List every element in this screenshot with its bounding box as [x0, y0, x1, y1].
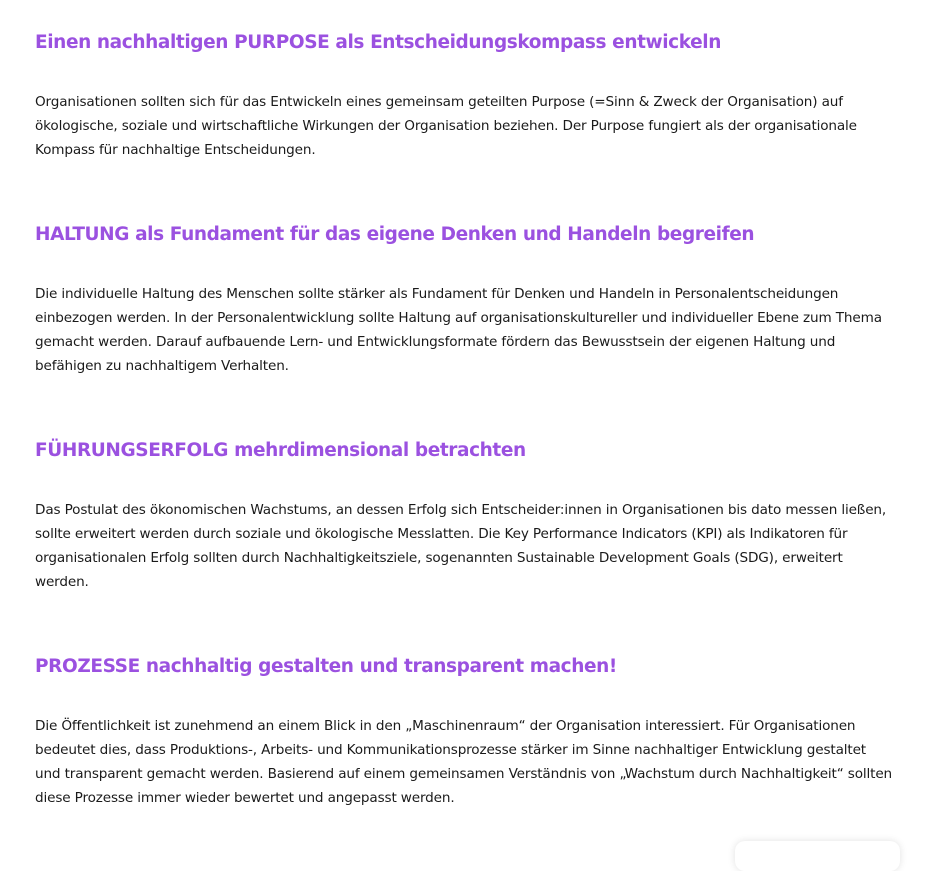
- section-body-purpose: Organisationen sollten sich für das Entwickeln eines gemeinsam geteilten Purpose (=Sinn & Zweck der Organisation) auf ökologische, soziale und wirtschaftliche Wirkungen der Organisation beziehen. Der Purpose fungiert als der organisationale Kompass für nachhaltige Entscheidungen.: [35, 94, 857, 158]
- section-heading-purpose: Einen nachhaltigen PURPOSE als Entscheidungskompass entwickeln: [35, 32, 722, 53]
- section-heading-haltung: HALTUNG als Fundament für das eigene Denken und Handeln begreifen: [35, 224, 755, 245]
- section-heading-fuehrungserfolg: FÜHRUNGSERFOLG mehrdimensional betrachten: [35, 440, 526, 461]
- section-body-haltung: Die individuelle Haltung des Menschen sollte stärker als Fundament für Denken und Handeln in Personalentscheidungen einbezogen werden. In der Personalentwicklung sollte Haltung auf organisationskultureller und individueller Ebene zum Thema gemacht werden. Darauf aufbauende Lern- und Entwicklungsformate fördern das Bewusstsein der eigenen Haltung und befähigen zu nachhaltigem Verhalten.: [35, 286, 882, 374]
- floating-widget[interactable]: [735, 841, 900, 871]
- section-body-fuehrungserfolg: Das Postulat des ökonomischen Wachstums, an dessen Erfolg sich Entscheider:innen in Organisationen bis dato messen ließen, sollte erweitert werden durch soziale und ökologische Messlatten. Die Key Performance Indicators (KPI) als Indikatoren für organisationalen Erfolg sollten durch Nachhaltigkeitsziele, sogenannten Sustainable Development Goals (SDG), erweitert werden.: [35, 502, 887, 590]
- section-heading-prozesse: PROZESSE nachhaltig gestalten und transparent machen!: [35, 656, 617, 677]
- section-body-prozesse: Die Öffentlichkeit ist zunehmend an einem Blick in den „Maschinenraum“ der Organisation interessiert. Für Organisationen bedeutet dies, dass Produktions-, Arbeits- und Kommunikationsprozesse stärker im Sinne nachhaltiger Entwicklung gestaltet und transparent gemacht werden. Basierend auf einem gemeinsamen Verständnis von „Wachstum durch Nachhaltigkeit“ sollten diese Prozesse immer wieder bewertet und angepasst werden.: [35, 718, 893, 806]
